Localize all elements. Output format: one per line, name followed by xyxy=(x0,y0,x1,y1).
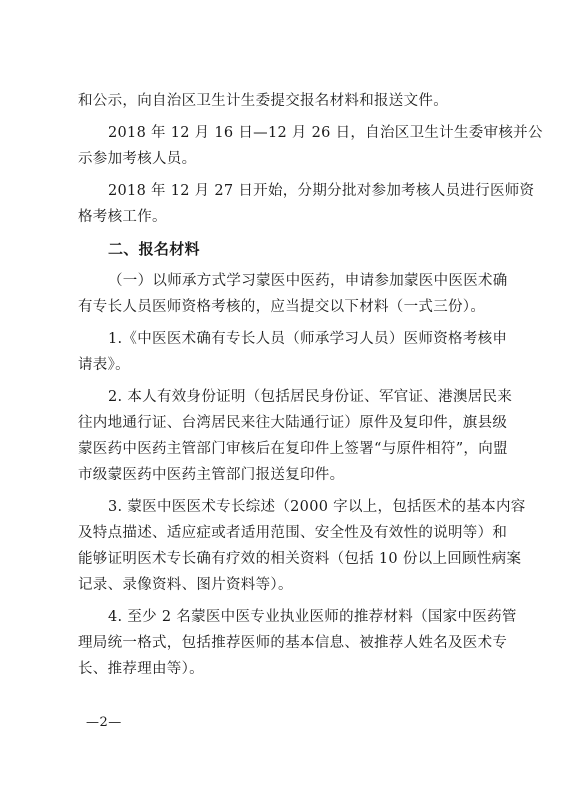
text-line: 长、推荐理由等）。 xyxy=(78,661,204,677)
text-line: 理局统一格式，包括推荐医师的基本信息、被推荐人姓名及医术专 xyxy=(78,635,508,651)
text-line: 1.《中医医术确有专长人员（师承学习人员）医师资格考核申 xyxy=(108,331,508,347)
text-line: 2018 年 12 月 16 日—12 月 26 日，自治区卫生计生委审核并公 xyxy=(108,125,543,141)
text-line: 3. 蒙医中医医术专长综述（2000 字以上，包括医术的基本内容 xyxy=(108,499,526,515)
page-number: —2— xyxy=(86,715,122,730)
text-line: 市级蒙医药中医药主管部门报送复印件。 xyxy=(78,467,345,483)
text-line: 记录、录像资料、图片资料等）。 xyxy=(78,577,293,593)
document-body xyxy=(78,88,543,682)
text-line: 格考核工作。 xyxy=(78,209,167,225)
text-line: 和公示，向自治区卫生计生委提交报名材料和报送文件。 xyxy=(78,93,448,109)
section-heading: 二、报名材料 xyxy=(108,240,200,258)
text-line: （一）以师承方式学习蒙医中医药，申请参加蒙医中医医术确 xyxy=(108,273,508,289)
text-line: 2. 本人有效身份证明（包括居民身份证、军官证、港澳居民来 xyxy=(108,389,513,405)
text-line: 示参加考核人员。 xyxy=(78,151,197,167)
text-line: 2018 年 12 月 27 日开始，分期分批对参加考核人员进行医师资 xyxy=(108,183,535,199)
text-line: 4. 至少 2 名蒙医中医专业执业医师的推荐材料（国家中医药管 xyxy=(108,609,517,625)
text-line: 蒙医药中医药主管部门审核后在复印件上签署“与原件相符”，向盟 xyxy=(78,441,508,457)
text-line: 往内地通行证、台湾居民来往大陆通行证）原件及复印件，旗县级 xyxy=(78,415,508,431)
text-line: 能够证明医术专长确有疗效的相关资料（包括 10 份以上回顾性病案 xyxy=(78,551,522,567)
text-line: 及特点描述、适应症或者适用范围、安全性及有效性的说明等）和 xyxy=(78,525,508,541)
text-line: 请表》。 xyxy=(78,357,130,373)
text-line: 有专长人员医师资格考核的，应当提交以下材料（一式三份）。 xyxy=(78,299,486,315)
